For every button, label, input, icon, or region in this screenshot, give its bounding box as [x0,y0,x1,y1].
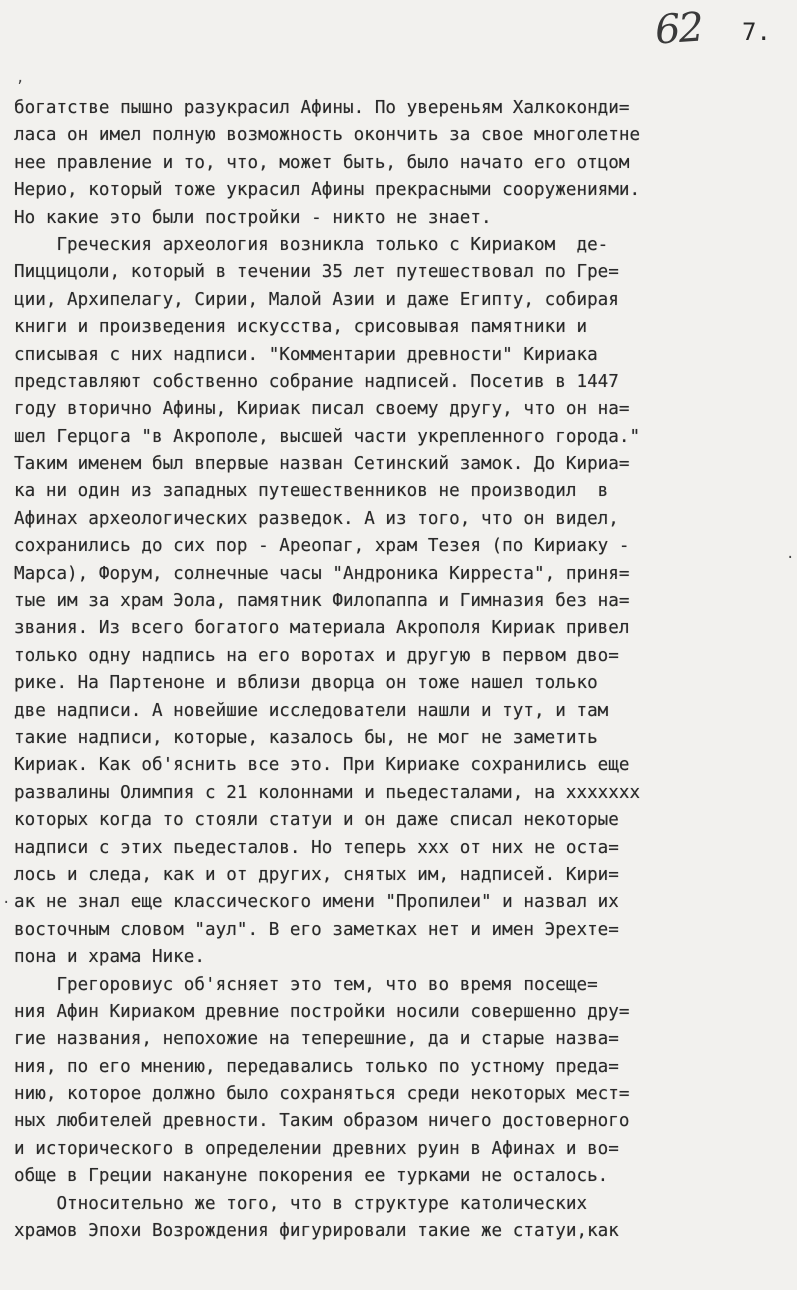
text-line: лось и следа, как и от других, снятых им, надписей. Кири= [14,864,619,885]
text-line: году вторично Афины, Кириак писал своему другу, что он на= [14,399,630,420]
text-line: ных любителей древности. Таким образом ничего достоверного [14,1111,630,1132]
handwritten-folio-number: 62 [653,4,704,54]
text-line: Относительно же того, что в структуре католических [14,1193,588,1214]
text-line: Таким именем был впервые назван Сетинский замок. До Кириа= [14,454,630,475]
text-line: и исторического в определении древних руин в Афинах и во= [14,1138,619,1159]
text-line: такие надписи, которые, казалось бы, не мог не заметить [14,727,598,748]
text-line: надписи с этих пьедесталов. Но теперь xxx от них не оста= [14,837,619,858]
text-line: книги и произведения искусства, срисовывая памятники и [14,317,588,338]
text-line: гие названия, непохожие на теперешние, да и старые назва= [14,1029,619,1050]
text-line: тые им за храм Эола, памятник Филопаппа и Гимназия без на= [14,591,630,612]
text-line: ции, Архипелагу, Сирии, Малой Азии и даже Египту, собирая [14,289,619,310]
text-line: ка ни один из западных путешественников не производил в [14,481,609,502]
text-line: ак не знал еще классического имени "Пропилеи" и назвал их [14,892,619,913]
text-line: звания. Из всего богатого материала Акрополя Кириак привел [14,618,630,639]
text-line: сохранились до сих пор - Ареопаг, храм Тезея (по Кириаку - [14,536,630,557]
text-line: рике. На Партеноне и вблизи дворца он тоже нашел только [14,673,598,694]
text-line: пона и храма Нике. [14,947,206,968]
text-line: только одну надпись на его воротах и другую в первом дво= [14,645,619,666]
text-line: Греческия археология возникла только с Кириаком де- [14,234,609,255]
text-line: ния, по его мнению, передавались только по устному преда= [14,1056,619,1077]
text-line: ния Афин Кириаком древние постройки носили совершенно дру= [14,1001,630,1022]
text-line: ласа он имел полную возможность окончить за свое многолетне [14,125,641,146]
margin-mark: · [786,550,795,566]
text-line: восточным словом "аул". В его заметках нет и имен Эрехте= [14,919,619,940]
text-line: две надписи. А новейшие исследователи нашли и тут, и там [14,700,609,721]
text-line: Кириак. Как об'яснить все это. При Кириаке сохранились еще [14,755,630,776]
margin-mark: · [2,895,11,911]
text-line: списывая с них надписи. "Комментарии древности" Кириака [14,344,598,365]
page-number: 7. [742,18,771,46]
text-line: Пиццицоли, который в течении 35 лет путешествовал по Гре= [14,262,619,283]
text-line: Но какие это были постройки - никто не знает. [14,207,492,228]
text-line: развалины Олимпия с 21 колоннами и пьедесталами, на xxxxxxx [14,782,641,803]
text-line: обще в Греции накануне покорения ее турками не осталось. [14,1166,609,1187]
text-line: Афинах археологических разведок. А из того, что он видел, [14,508,619,529]
text-line: храмов Эпохи Возрождения фигурировали такие же статуи,как [14,1221,619,1242]
text-line: нию, которое должно было сохраняться среди некоторых мест= [14,1084,630,1105]
text-line: нее правление и то, что, может быть, было начато его отцом [14,152,630,173]
text-line: которых когда то стояли статуи и он даже списал некоторые [14,810,619,831]
text-line: Марса), Форум, солнечные часы "Андроника Кирреста", приня= [14,563,630,584]
body-text [14,95,796,1245]
text-line: Грегоровиус об'ясняет это тем, что во время посеще= [14,974,598,995]
text-line: Нерио, который тоже украсил Афины прекрасными сооружениями. [14,180,641,201]
margin-mark: , [16,70,25,86]
text-line: представляют собственно собрание надписей. Посетив в 1447 [14,371,619,392]
text-line: шел Герцога "в Акрополе, высшей части укрепленного города." [14,426,641,447]
text-line: богатстве пышно разукрасил Афины. По увереньям Халкоконди= [14,98,630,118]
